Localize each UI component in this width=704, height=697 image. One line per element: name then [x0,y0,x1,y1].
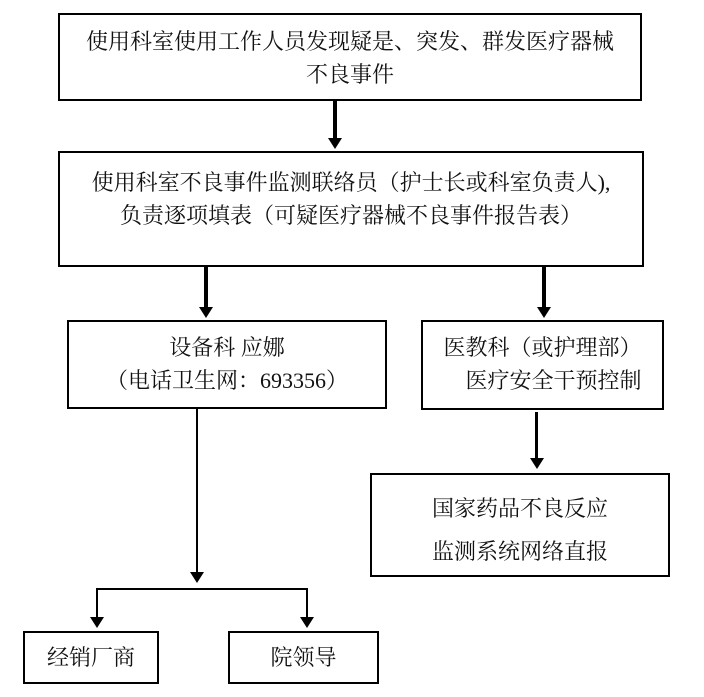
arrow-split-to-leaders-head-icon [300,617,314,628]
arrow-mededu-to-national-stem [535,412,538,458]
arrow-liaison-to-mededu-stem [542,267,546,307]
node-discovery [58,13,642,101]
arrow-split-to-distributor-stem [96,588,98,617]
node-medical-edu-dept [421,320,664,410]
node-liaison-line2: 负责逐项填表（可疑医疗器械不良事件报告表） [119,203,582,228]
arrow-liaison-to-equipment-head-icon [199,307,213,318]
arrow-equipment-to-split-head-icon [190,572,204,583]
arrow-split-to-leaders-stem [306,588,308,617]
node-leaders-line1: 院领导 [270,645,337,670]
arrow-discovery-to-liaison-stem [333,101,337,138]
node-discovery-line2: 不良事件 [305,62,394,87]
node-equipment-line1: 设备科 应娜 [169,335,285,360]
node-national-report [370,473,670,577]
arrow-split-to-distributor-head-icon [90,617,104,628]
node-mededu-line1: 医教科（或护理部） [443,335,642,360]
node-national-line2: 监测系统网络直报 [431,539,608,564]
arrow-liaison-to-equipment-stem [204,267,208,307]
split-bar [96,588,308,590]
node-distributor-line1: 经销厂商 [46,645,135,670]
node-hospital-leaders [228,631,379,684]
arrow-equipment-to-split-stem [196,409,198,572]
arrow-discovery-to-liaison-head-icon [328,138,342,149]
node-liaison [58,151,644,267]
node-distributor [23,631,159,684]
node-equipment-dept [67,320,387,409]
node-mededu-line2: 医疗安全干预控制 [465,368,642,393]
node-national-line1: 国家药品不良反应 [431,496,608,521]
node-discovery-line1: 使用科室使用工作人员发现疑是、突发、群发医疗器械 [85,29,614,54]
arrow-mededu-to-national-head-icon [530,458,544,469]
node-equipment-line2: （电话卫生网：693356） [105,368,348,393]
arrow-liaison-to-mededu-head-icon [537,307,551,318]
node-liaison-line1: 使用科室不良事件监测联络员（护士长或科室负责人), [91,170,611,195]
